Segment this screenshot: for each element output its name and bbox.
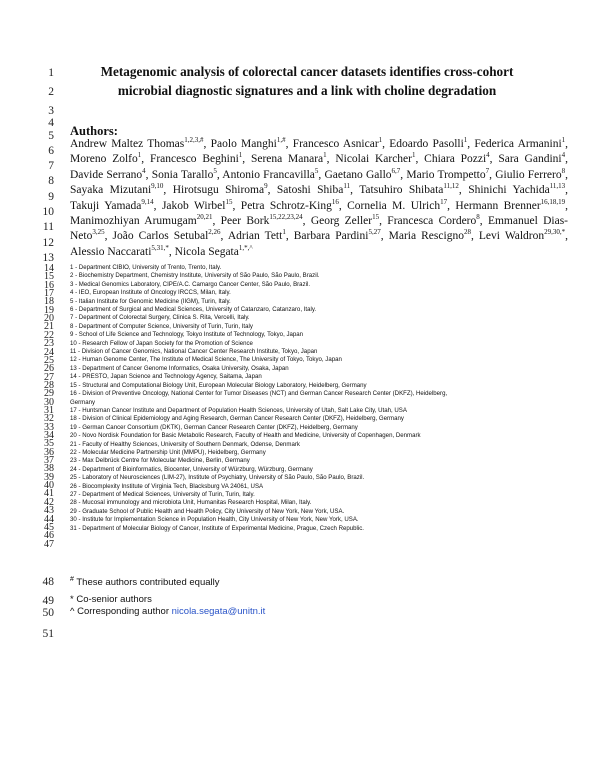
affiliation-item: 28 - Mucosal immunology and microbiota Unit, Humanitas Research Hospital, Milan, Italy. bbox=[70, 499, 312, 507]
line-number: 23 bbox=[44, 338, 54, 350]
line-number: 29 bbox=[44, 388, 54, 400]
affiliation-item: Germany bbox=[70, 398, 96, 406]
author-name: Petra Schrotz-King bbox=[240, 199, 332, 212]
affiliation-item: 27 - Department of Medical Sciences, University of Turin, Turin, Italy. bbox=[70, 490, 255, 498]
line-number: 33 bbox=[44, 421, 54, 433]
author-affiliation-marks: 9,14 bbox=[141, 197, 154, 206]
equal-contribution-note bbox=[70, 574, 220, 589]
affiliation-item: 31 - Department of Molecular Biology of Cancer, Institute of Experimental Medicine, Prague, Czech Republic. bbox=[70, 524, 364, 532]
author-name: Giulio Ferrero bbox=[495, 168, 562, 181]
line-number: 8 bbox=[48, 175, 54, 187]
author-name: João Carlos Setubal bbox=[112, 230, 209, 243]
affiliation-item: 18 - Division of Clinical Epidemiology and Aging Research, German Cancer Research Center (DKFZ), Heidelberg, Germany bbox=[70, 415, 404, 423]
line-number: 16 bbox=[44, 279, 54, 291]
author-affiliation-marks: 29,30,* bbox=[544, 228, 566, 237]
line-number: 50 bbox=[42, 607, 54, 619]
author-affiliation-marks: 16,18,19 bbox=[540, 197, 566, 206]
affiliation-list bbox=[70, 264, 570, 533]
author-affiliation-marks: 4 bbox=[486, 151, 490, 160]
author bbox=[161, 197, 233, 212]
author-affiliation-marks: 1 bbox=[378, 136, 383, 145]
line-number: 32 bbox=[44, 413, 54, 425]
affiliation-item: 5 - Italian Institute for Genomic Medicine (IIGM), Turin, Italy. bbox=[70, 297, 231, 305]
author-affiliation-marks: 7 bbox=[485, 166, 490, 175]
line-number: 38 bbox=[44, 463, 54, 475]
line-number: 3 bbox=[48, 105, 54, 117]
author-name: Maria Rescigno bbox=[388, 230, 464, 243]
author-name: Edoardo Pasolli bbox=[389, 138, 464, 150]
author bbox=[221, 215, 303, 227]
affiliation-item: 3 - Medical Genomics Laboratory, CIPE/A.C. Camargo Cancer Center, São Paulo, Brazil. bbox=[70, 280, 311, 288]
line-number: 19 bbox=[44, 304, 54, 316]
author bbox=[70, 153, 141, 165]
affiliation-item: 8 - Department of Computer Science, University of Turin, Turin, Italy bbox=[70, 322, 253, 330]
author-affiliation-marks: 1 bbox=[411, 151, 416, 160]
author-affiliation-marks: 8 bbox=[561, 166, 566, 175]
line-number: 24 bbox=[44, 346, 54, 358]
line-number: 2 bbox=[48, 86, 54, 98]
author bbox=[277, 184, 350, 196]
author-name: Sonia Tarallo bbox=[151, 168, 214, 181]
author-affiliation-marks: 1,2,3,# bbox=[184, 136, 204, 145]
affiliation-item: 29 - Graduate School of Public Health and Health Policy, City University of New York, New York, USA. bbox=[70, 507, 345, 515]
author-affiliation-marks: 5 bbox=[213, 166, 217, 175]
author bbox=[222, 166, 319, 181]
line-number: 42 bbox=[44, 496, 54, 508]
line-number: 49 bbox=[42, 595, 54, 607]
affiliation-item: 23 - Max Delbrück Centre for Molecular Medicine, Berlin, Germany bbox=[70, 457, 250, 465]
author-affiliation-marks: 5,27 bbox=[368, 228, 381, 237]
author bbox=[389, 138, 467, 150]
affiliation-item: 1 - Department CIBIO, University of Trento, Trento, Italy. bbox=[70, 264, 222, 271]
line-number: 6 bbox=[48, 145, 54, 157]
line-number: 7 bbox=[48, 160, 54, 172]
author-name: Paolo Manghi bbox=[210, 138, 277, 150]
author-affiliation-marks: 15 bbox=[372, 213, 380, 222]
author bbox=[335, 153, 415, 165]
affiliation-item: 16 - Division of Preventive Oncology, National Center for Tumor Diseases (NCT) and German Cancer Research Center (DKFZ), Heidelberg, bbox=[70, 390, 448, 398]
affiliation-item: 17 - Huntsman Cancer Institute and Department of Population Health Sciences, University of Utah, Salt Lake City, Utah, USA bbox=[70, 406, 407, 414]
line-number: 15 bbox=[44, 271, 54, 283]
author bbox=[455, 197, 566, 212]
author bbox=[211, 138, 286, 150]
author bbox=[70, 215, 212, 227]
author-name: Sara Gandini bbox=[498, 153, 562, 166]
affiliation-item: 7 - Department of Colorectal Surgery, Clinica S. Rita, Vercelli, Italy. bbox=[70, 314, 250, 322]
author bbox=[294, 230, 381, 242]
author bbox=[474, 138, 565, 150]
line-number: 51 bbox=[42, 628, 54, 640]
author-name: Shinichi Yachida bbox=[468, 184, 550, 197]
line-number: 43 bbox=[44, 505, 54, 517]
line-number: 20 bbox=[44, 313, 54, 325]
author bbox=[251, 153, 327, 165]
author-affiliation-marks: 17 bbox=[440, 197, 448, 206]
author-name: Hermann Brenner bbox=[455, 199, 541, 212]
author-name: Antonio Francavilla bbox=[222, 168, 315, 181]
author-affiliation-marks: 5,31,* bbox=[151, 244, 169, 253]
line-number: 36 bbox=[44, 446, 54, 458]
author-name: Tatsuhiro Shibata bbox=[359, 184, 444, 197]
line-number: 12 bbox=[42, 237, 54, 249]
author bbox=[70, 197, 154, 212]
author-name: Nicolai Karcher bbox=[335, 153, 412, 166]
affiliation-item: 26 - Biocomplexity Institute of Virginia Tech, Blacksburg VA 24061, USA bbox=[70, 482, 264, 490]
equal-text: These authors contributed equally bbox=[73, 577, 220, 589]
author-affiliation-marks: 28 bbox=[463, 228, 471, 237]
line-number: 39 bbox=[44, 471, 54, 483]
author-name: Francesca Cordero bbox=[387, 215, 477, 228]
author bbox=[240, 197, 339, 212]
line-number: 21 bbox=[44, 321, 54, 333]
author bbox=[173, 184, 268, 196]
author-name: Nicola Segata bbox=[174, 245, 239, 258]
line-number: 45 bbox=[44, 521, 54, 533]
line-number: 41 bbox=[44, 488, 54, 500]
affiliation-item: 12 - Human Genome Center, The Institute of Medical Science, The University of Tokyo, Tokyo, Japan bbox=[70, 356, 342, 364]
corresponding-label: ^ Corresponding author bbox=[70, 606, 172, 617]
author-affiliation-marks: 8 bbox=[476, 213, 480, 222]
author-name: Hirotsugu Shiroma bbox=[172, 184, 265, 197]
author bbox=[70, 184, 163, 196]
author-name: Levi Waldron bbox=[478, 230, 545, 243]
author-affiliation-marks: 16 bbox=[331, 197, 339, 206]
author-list: Andrew Maltez Thomas$^{1,2,3,\#}$, Paolo Manghi$^{1,\#}$, Francesco Asnicar$^1$, Edoardo Pasolli$^1$, Federica Armanini$^1$, Moreno Zolfo$^1$, Francesco Beghini$^1$, Serena Manara$^1$, Nicolai Karcher$^1$, Chiara Pozzi$^4$, Sara Gandini$^4$, Davide Serrano$^4$, Sonia Tarallo$^5$, Antonio Francavilla$^5$, Gaetano Gallo$^{6,7}$, Mario Trompetto$^7$, Giulio Ferrero$^8$, Sayaka Mizutani$^{9,10}$, Hirotsugu Shiroma$^9$, Satoshi Shiba$^{11}$, Tatsuhiro Shibata$^{11,12}$, Shinichi Yachida$^{11,13}$, Takuji Yamada$^{9,14}$, Jakob Wirbel$^{15}$, Petra Schrotz-King$^{16}$, Cornelia M. Ulrich$^{17}$, Hermann Brenner$^{16,18,19}$, Manimozhiyan Arumugam$^{20,21}$, Peer Bork$^{15,22,23,24}$, Georg Zeller$^{15}$, Francesca Cordero$^8$, Emmanuel Dias-Neto$^{3,25}$, João Carlos Setubal$^{2,26}$, Adrian Tett$^1$, Barbara Pardini$^{5,27}$, Maria Rescigno$^{28}$, Levi Waldron$^{29,30,*}$, Alessio Naccarati$^{5,31,*}$, Nicola Segata$^{1,*,\^{}}$ bbox=[70, 136, 569, 258]
author-name: Satoshi Shiba bbox=[276, 184, 344, 197]
line-number: 18 bbox=[44, 296, 54, 308]
line-number: 17 bbox=[44, 288, 54, 300]
author bbox=[495, 166, 566, 181]
author bbox=[424, 153, 490, 165]
author bbox=[113, 230, 221, 242]
author bbox=[347, 197, 448, 212]
author-name: Moreno Zolfo bbox=[70, 153, 138, 166]
author-affiliation-marks: 9,10 bbox=[151, 182, 164, 191]
author-affiliation-marks: 20,21 bbox=[196, 213, 213, 222]
line-number: 1 bbox=[48, 67, 54, 79]
affiliation-item: 10 - Research Fellow of Japan Society for the Promotion of Science bbox=[70, 339, 253, 347]
author bbox=[70, 166, 146, 181]
author-affiliation-marks: 1 bbox=[463, 136, 468, 145]
author bbox=[324, 166, 401, 181]
affiliation-item: 13 - Department of Cancer Genome Informatics, Osaka University, Osaka, Japan bbox=[70, 364, 289, 372]
author-name: Gaetano Gallo bbox=[324, 168, 392, 181]
author-name: Jakob Wirbel bbox=[161, 199, 226, 212]
author-affiliation-marks: 15 bbox=[225, 197, 233, 206]
author bbox=[498, 153, 565, 165]
affiliation-item: 14 - PRESTO, Japan Science and Technology Agency, Saitama, Japan bbox=[70, 373, 262, 381]
line-number: 9 bbox=[48, 191, 54, 203]
affiliation-item: 19 - German Cancer Consortium (DKTK), German Cancer Research Center (DKFZ), Heidelberg, Germany bbox=[70, 423, 358, 431]
affiliation-item: 2 - Biochemistry Department, Chemistry Institute, University of São Paulo, São Paulo, Brazil. bbox=[70, 272, 320, 280]
author bbox=[228, 230, 286, 242]
equal-mark: # bbox=[70, 576, 74, 583]
line-number: 22 bbox=[44, 329, 54, 341]
line-number: 46 bbox=[44, 530, 54, 542]
affiliation-item: 30 - Institute for Implementation Science in Population Health, City University of New York, New York, USA. bbox=[70, 516, 359, 524]
title-line-1: Metagenomic analysis of colorectal cancer datasets identifies cross-cohort bbox=[100, 64, 514, 79]
author bbox=[359, 184, 459, 196]
line-number: 34 bbox=[44, 430, 54, 441]
paper-title bbox=[62, 63, 552, 100]
line-number: 44 bbox=[44, 513, 54, 525]
senior-authors-note: * Co-senior authors bbox=[70, 594, 152, 605]
line-number: 47 bbox=[44, 538, 54, 550]
affiliation-item: 20 - Novo Nordisk Foundation for Basic Metabolic Research, Faculty of Health and Medicine, University of Copenhagen, Denmark bbox=[70, 432, 421, 440]
author-name: Alessio Naccarati bbox=[70, 245, 152, 258]
affiliation-item: 24 - Department of Bioinformatics, Biocenter, University of Würzburg, Würzburg, Germany bbox=[70, 465, 313, 473]
author-name: Emmanuel Dias-Neto bbox=[70, 215, 568, 243]
author-name: Cornelia M. Ulrich bbox=[347, 199, 441, 212]
author bbox=[311, 215, 379, 227]
author-name: Francesco Beghini bbox=[149, 153, 239, 166]
author-name: Mario Trompetto bbox=[406, 168, 486, 181]
line-number: 5 bbox=[48, 130, 54, 142]
author-name: Federica Armanini bbox=[474, 138, 562, 150]
author-name: Chiara Pozzi bbox=[424, 153, 487, 166]
author-affiliation-marks: 1,*,^ bbox=[238, 244, 253, 253]
author-affiliation-marks: 5 bbox=[314, 166, 319, 175]
affiliation-item: 22 - Molecular Medicine Partnership Unit (MMPU), Heidelberg, Germany bbox=[70, 448, 266, 456]
author-affiliation-marks: 11,13 bbox=[549, 182, 566, 191]
author-name: Francesco Asnicar bbox=[292, 138, 379, 150]
author-affiliation-marks: 1 bbox=[238, 151, 243, 160]
affiliation-item: 21 - Faculty of Healthy Sciences, University of Southern Denmark, Odense, Denmark bbox=[70, 440, 300, 448]
author-name: Andrew Maltez Thomas bbox=[70, 138, 185, 150]
author bbox=[151, 166, 217, 181]
author-name: Georg Zeller bbox=[310, 215, 373, 228]
line-number: 37 bbox=[44, 455, 54, 467]
affiliation-item: 15 - Structural and Computational Biology Unit, European Molecular Biology Laboratory, Heidelberg, Germany bbox=[70, 381, 367, 389]
corresponding-email-link[interactable]: nicola.segata@unitn.it bbox=[171, 606, 266, 617]
author-affiliation-marks: 1,# bbox=[276, 136, 286, 145]
author-affiliation-marks: 1 bbox=[137, 151, 142, 160]
author bbox=[150, 153, 242, 165]
author-affiliation-marks: 15,22,23,24 bbox=[269, 213, 303, 222]
line-number: 4 bbox=[48, 117, 54, 129]
line-number: 13 bbox=[42, 252, 54, 264]
author-affiliation-marks: 1 bbox=[282, 228, 286, 237]
author-affiliation-marks: 11,12 bbox=[443, 182, 459, 191]
line-number: 27 bbox=[44, 371, 54, 383]
author bbox=[468, 184, 565, 196]
title-line-2: microbial diagnostic signatures and a link with choline degradation bbox=[117, 82, 497, 98]
author-affiliation-marks: 2,26 bbox=[208, 228, 221, 237]
author-name: Barbara Pardini bbox=[293, 230, 369, 243]
author-name: Takuji Yamada bbox=[70, 199, 142, 212]
author bbox=[175, 246, 253, 258]
line-number: 31 bbox=[44, 404, 54, 416]
author bbox=[387, 215, 479, 227]
line-number: 11 bbox=[42, 221, 54, 233]
author-affiliation-marks: 1 bbox=[323, 151, 327, 160]
author bbox=[293, 138, 382, 150]
line-number: 26 bbox=[44, 363, 54, 375]
author-affiliation-marks: 6,7 bbox=[391, 166, 401, 175]
affiliation-item: 9 - School of Life Science and Technology, Tokyo Institute of Technology, Tokyo, Japan bbox=[70, 331, 304, 339]
affiliation-item: 11 - Division of Cancer Genomics, National Cancer Center Research Institute, Tokyo, Japan bbox=[70, 348, 318, 356]
author-name: Adrian Tett bbox=[227, 230, 283, 243]
affiliation-item: 4 - IEO, European Institute of Oncology IRCCS, Milan, Italy. bbox=[70, 289, 231, 297]
author-affiliation-marks: 1 bbox=[561, 136, 566, 145]
author-name: Sayaka Mizutani bbox=[70, 184, 152, 197]
line-number: 30 bbox=[44, 396, 54, 408]
author bbox=[70, 138, 204, 150]
author-name: Davide Serrano bbox=[70, 168, 143, 181]
authors-heading: Authors: bbox=[70, 124, 118, 138]
line-number: 48 bbox=[42, 576, 54, 588]
author-affiliation-marks: 11 bbox=[343, 182, 351, 191]
author bbox=[70, 246, 169, 258]
affiliation-item: 6 - Department of Surgical and Medical Sciences, University of Catanzaro, Catanzaro, Italy. bbox=[70, 306, 317, 314]
author-name: Manimozhiyan Arumugam bbox=[70, 215, 197, 228]
author-affiliation-marks: 9 bbox=[264, 182, 268, 191]
author-name: Serena Manara bbox=[250, 153, 324, 166]
author-name: Peer Bork bbox=[220, 215, 270, 228]
affiliation-item: 25 - Laboratory of Neurosciences (LIM-27), Institute of Psychiatry, University of São Paulo, São Paulo, Brazil. bbox=[70, 474, 365, 482]
line-number: 10 bbox=[42, 206, 54, 218]
author-affiliation-marks: 3,25 bbox=[92, 228, 105, 237]
author bbox=[479, 230, 565, 242]
author bbox=[406, 166, 490, 181]
line-number: 40 bbox=[44, 480, 54, 492]
author-affiliation-marks: 4 bbox=[561, 151, 566, 160]
author bbox=[389, 230, 471, 242]
corresponding-author-note bbox=[70, 606, 265, 618]
line-number: 14 bbox=[44, 263, 54, 274]
line-number: 25 bbox=[44, 354, 54, 366]
line-number: 35 bbox=[44, 438, 54, 450]
line-number: 28 bbox=[44, 379, 54, 391]
author-affiliation-marks: 4 bbox=[142, 166, 146, 175]
